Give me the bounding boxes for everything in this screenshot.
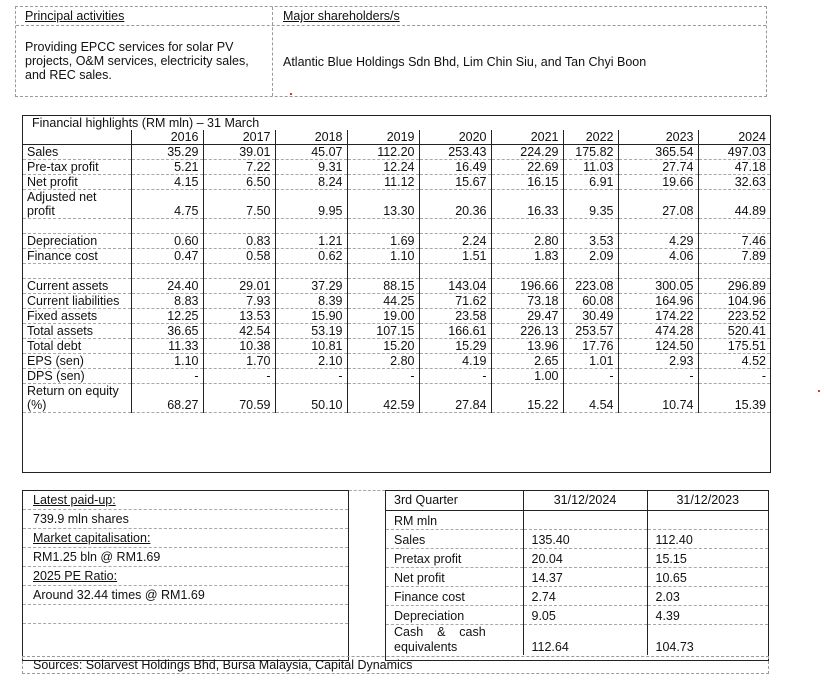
- value-cell: 474.28: [618, 324, 698, 339]
- value-cell: 223.52: [698, 309, 770, 324]
- value-cell: 223.08: [563, 279, 618, 294]
- value-cell: 4.15: [131, 175, 203, 190]
- value-cell: 5.21: [131, 160, 203, 175]
- value-cell: 15.67: [419, 175, 491, 190]
- row-label: Finance cost: [23, 249, 131, 264]
- row-label: Return on equity (%): [23, 384, 131, 413]
- financial-row: [23, 190, 770, 219]
- value-cell: 88.15: [347, 279, 419, 294]
- value-cell: 4.75: [131, 190, 203, 219]
- value-cell: 27.08: [618, 190, 698, 219]
- value-cell: 124.50: [618, 339, 698, 354]
- quarter-row-label: Sales: [386, 530, 523, 549]
- value-cell: 143.04: [419, 279, 491, 294]
- value-cell: 8.83: [131, 294, 203, 309]
- value-2024: 2.74: [523, 587, 647, 606]
- value-cell: 42.54: [203, 324, 275, 339]
- value-2024: 20.04: [523, 549, 647, 568]
- value-cell: 47.18: [698, 160, 770, 175]
- value-cell: 7.89: [698, 249, 770, 264]
- financial-row: [23, 145, 770, 160]
- value-cell: 45.07: [275, 145, 347, 160]
- financial-highlights-title: Financial highlights (RM mln) – 31 March: [32, 116, 260, 130]
- value-cell: -: [347, 369, 419, 384]
- value-cell: 30.49: [563, 309, 618, 324]
- quarter-row-label: Finance cost: [386, 587, 523, 606]
- value-cell: 4.54: [563, 384, 618, 413]
- value-cell: 27.84: [419, 384, 491, 413]
- value-cell: 196.66: [491, 279, 563, 294]
- quarter-row-label: Net profit: [386, 568, 523, 587]
- value-cell: 7.50: [203, 190, 275, 219]
- value-2024: 9.05: [523, 606, 647, 625]
- value-2023: [647, 511, 768, 530]
- value-cell: 226.13: [491, 324, 563, 339]
- value-cell: -: [275, 369, 347, 384]
- value-cell: 10.38: [203, 339, 275, 354]
- value-cell: 44.25: [347, 294, 419, 309]
- paid-up-label: Latest paid-up:: [23, 491, 348, 510]
- value-cell: 1.01: [563, 354, 618, 369]
- quarter-row: [386, 511, 768, 530]
- row-label: Adjusted net profit: [23, 190, 131, 219]
- year-header: 2018: [275, 130, 347, 145]
- value-cell: 19.00: [347, 309, 419, 324]
- pe-ratio-label: 2025 PE Ratio:: [23, 567, 348, 586]
- major-shareholders-header: Major shareholders/s: [283, 9, 400, 23]
- value-cell: 16.15: [491, 175, 563, 190]
- row-label: Net profit: [23, 175, 131, 190]
- cash-label: Cash & cash equivalents: [386, 625, 523, 656]
- value-cell: 7.46: [698, 234, 770, 249]
- value-cell: 0.83: [203, 234, 275, 249]
- value-cell: 29.01: [203, 279, 275, 294]
- value-cell: 70.59: [203, 384, 275, 413]
- value-2024: [523, 511, 647, 530]
- value-cell: 2.09: [563, 249, 618, 264]
- year-header: 2024: [698, 130, 770, 145]
- value-cell: 365.54: [618, 145, 698, 160]
- period-2023-header: 31/12/2023: [647, 491, 768, 511]
- quarter-row: [386, 549, 768, 568]
- row-label: Total debt: [23, 339, 131, 354]
- value-cell: 42.59: [347, 384, 419, 413]
- row-label: Current liabilities: [23, 294, 131, 309]
- value-cell: 15.90: [275, 309, 347, 324]
- financial-row: [23, 354, 770, 369]
- value-cell: 2.80: [347, 354, 419, 369]
- value-cell: 22.69: [491, 160, 563, 175]
- value-cell: 9.31: [275, 160, 347, 175]
- financial-row: [23, 249, 770, 264]
- financial-row: [23, 294, 770, 309]
- market-cap-value: RM1.25 bln @ RM1.69: [23, 548, 348, 567]
- company-profile-box: [15, 6, 767, 97]
- empty-row: [23, 605, 348, 624]
- value-cell: 1.69: [347, 234, 419, 249]
- financial-row: [23, 309, 770, 324]
- value-cell: -: [618, 369, 698, 384]
- principal-activities-text: Providing EPCC services for solar PV projects, O&M services, electricity sales, and REC sales.: [25, 40, 249, 82]
- value-cell: 15.20: [347, 339, 419, 354]
- paid-up-value: 739.9 mln shares: [23, 510, 348, 529]
- value-cell: 174.22: [618, 309, 698, 324]
- value-cell: 12.25: [131, 309, 203, 324]
- quarter-header: 3rd Quarter: [386, 491, 523, 511]
- row-label: EPS (sen): [23, 354, 131, 369]
- value-cell: 24.40: [131, 279, 203, 294]
- value-cell: 35.29: [131, 145, 203, 160]
- value-cell: 16.33: [491, 190, 563, 219]
- financial-row: [23, 339, 770, 354]
- year-header: 2023: [618, 130, 698, 145]
- value-cell: 16.49: [419, 160, 491, 175]
- value-cell: 107.15: [347, 324, 419, 339]
- row-label: Pre-tax profit: [23, 160, 131, 175]
- value-cell: 37.29: [275, 279, 347, 294]
- value-cell: -: [203, 369, 275, 384]
- value-cell: 1.51: [419, 249, 491, 264]
- value-cell: 253.43: [419, 145, 491, 160]
- quarterly-results-table: [385, 490, 769, 661]
- value-cell: 1.10: [347, 249, 419, 264]
- value-cell: 2.10: [275, 354, 347, 369]
- value-cell: 2.93: [618, 354, 698, 369]
- value-cell: 39.01: [203, 145, 275, 160]
- value-cell: 12.24: [347, 160, 419, 175]
- row-label: Sales: [23, 145, 131, 160]
- cash-value-2024: 112.64: [523, 625, 647, 656]
- major-shareholders-text: Atlantic Blue Holdings Sdn Bhd, Lim Chin Siu, and Tan Chyi Boon: [283, 55, 647, 69]
- financial-row: [23, 384, 770, 413]
- value-cell: 520.41: [698, 324, 770, 339]
- value-cell: 497.03: [698, 145, 770, 160]
- value-2023: 4.39: [647, 606, 768, 625]
- value-2024: 14.37: [523, 568, 647, 587]
- value-cell: 50.10: [275, 384, 347, 413]
- value-cell: 1.70: [203, 354, 275, 369]
- pe-ratio-value: Around 32.44 times @ RM1.69: [23, 586, 348, 605]
- value-2023: 10.65: [647, 568, 768, 587]
- value-cell: 13.96: [491, 339, 563, 354]
- quarter-row: [386, 587, 768, 606]
- value-cell: 0.62: [275, 249, 347, 264]
- value-cell: 1.21: [275, 234, 347, 249]
- row-label: Fixed assets: [23, 309, 131, 324]
- year-header: 2019: [347, 130, 419, 145]
- value-cell: 13.53: [203, 309, 275, 324]
- value-cell: 175.82: [563, 145, 618, 160]
- principal-activities-header: Principal activities: [25, 9, 125, 23]
- value-cell: -: [131, 369, 203, 384]
- market-data-box: [22, 490, 349, 661]
- quarter-row: [386, 625, 768, 656]
- value-cell: 19.66: [618, 175, 698, 190]
- year-header: 2022: [563, 130, 618, 145]
- value-cell: 7.22: [203, 160, 275, 175]
- value-cell: 7.93: [203, 294, 275, 309]
- value-cell: 11.33: [131, 339, 203, 354]
- value-cell: 29.47: [491, 309, 563, 324]
- financial-row: [23, 279, 770, 294]
- value-cell: 2.24: [419, 234, 491, 249]
- value-cell: 15.39: [698, 384, 770, 413]
- year-header: 2016: [131, 130, 203, 145]
- value-cell: 300.05: [618, 279, 698, 294]
- financial-row: [23, 369, 770, 384]
- value-cell: 44.89: [698, 190, 770, 219]
- value-cell: 20.36: [419, 190, 491, 219]
- value-cell: 8.24: [275, 175, 347, 190]
- value-cell: 17.76: [563, 339, 618, 354]
- market-cap-label: Market capitalisation:: [23, 529, 348, 548]
- value-cell: 1.10: [131, 354, 203, 369]
- value-cell: 0.60: [131, 234, 203, 249]
- value-cell: 13.30: [347, 190, 419, 219]
- value-cell: 4.52: [698, 354, 770, 369]
- value-cell: 11.03: [563, 160, 618, 175]
- value-cell: 4.19: [419, 354, 491, 369]
- value-2024: 135.40: [523, 530, 647, 549]
- value-cell: 0.58: [203, 249, 275, 264]
- value-cell: 1.83: [491, 249, 563, 264]
- cash-value-2023: 104.73: [655, 640, 694, 654]
- value-2023: 2.03: [647, 587, 768, 606]
- value-cell: 11.12: [347, 175, 419, 190]
- quarter-row: [386, 530, 768, 549]
- financial-row: [23, 324, 770, 339]
- row-label: Depreciation: [23, 234, 131, 249]
- value-cell: 4.06: [618, 249, 698, 264]
- value-cell: 23.58: [419, 309, 491, 324]
- value-cell: 0.47: [131, 249, 203, 264]
- value-cell: -: [698, 369, 770, 384]
- value-cell: -: [563, 369, 618, 384]
- quarter-row-label: Pretax profit: [386, 549, 523, 568]
- row-label: DPS (sen): [23, 369, 131, 384]
- quarter-row: [386, 568, 768, 587]
- financial-row: [23, 234, 770, 249]
- value-cell: 4.29: [618, 234, 698, 249]
- value-cell: 9.35: [563, 190, 618, 219]
- value-2023: 112.40: [647, 530, 768, 549]
- value-cell: 6.50: [203, 175, 275, 190]
- value-cell: 71.62: [419, 294, 491, 309]
- year-header: 2020: [419, 130, 491, 145]
- financial-highlights-table: [22, 115, 771, 473]
- value-cell: 112.20: [347, 145, 419, 160]
- value-cell: 253.57: [563, 324, 618, 339]
- value-cell: 8.39: [275, 294, 347, 309]
- sources-note: Sources: Solarvest Holdings Bhd, Bursa Malaysia, Capital Dynamics: [22, 656, 769, 674]
- value-cell: 32.63: [698, 175, 770, 190]
- value-cell: 68.27: [131, 384, 203, 413]
- value-cell: 15.29: [419, 339, 491, 354]
- value-cell: 9.95: [275, 190, 347, 219]
- row-label: Total assets: [23, 324, 131, 339]
- value-cell: 10.81: [275, 339, 347, 354]
- value-cell: 296.89: [698, 279, 770, 294]
- value-cell: 1.00: [491, 369, 563, 384]
- financial-row: [23, 160, 770, 175]
- year-header: 2017: [203, 130, 275, 145]
- value-cell: 164.96: [618, 294, 698, 309]
- value-2023: 15.15: [647, 549, 768, 568]
- quarter-row: [386, 606, 768, 625]
- value-cell: 60.08: [563, 294, 618, 309]
- value-cell: -: [419, 369, 491, 384]
- period-2024-header: 31/12/2024: [523, 491, 647, 511]
- value-cell: 104.96: [698, 294, 770, 309]
- quarter-row-label: Depreciation: [386, 606, 523, 625]
- value-cell: 3.53: [563, 234, 618, 249]
- value-cell: 2.80: [491, 234, 563, 249]
- value-cell: 224.29: [491, 145, 563, 160]
- row-label: Current assets: [23, 279, 131, 294]
- value-cell: 2.65: [491, 354, 563, 369]
- value-cell: 175.51: [698, 339, 770, 354]
- value-cell: 166.61: [419, 324, 491, 339]
- value-cell: 36.65: [131, 324, 203, 339]
- value-cell: 27.74: [618, 160, 698, 175]
- financial-row: [23, 175, 770, 190]
- value-cell: 10.74: [618, 384, 698, 413]
- value-cell: 6.91: [563, 175, 618, 190]
- quarter-row-label: RM mln: [386, 511, 523, 530]
- year-header: 2021: [491, 130, 563, 145]
- value-cell: 15.22: [491, 384, 563, 413]
- value-cell: 53.19: [275, 324, 347, 339]
- value-cell: 73.18: [491, 294, 563, 309]
